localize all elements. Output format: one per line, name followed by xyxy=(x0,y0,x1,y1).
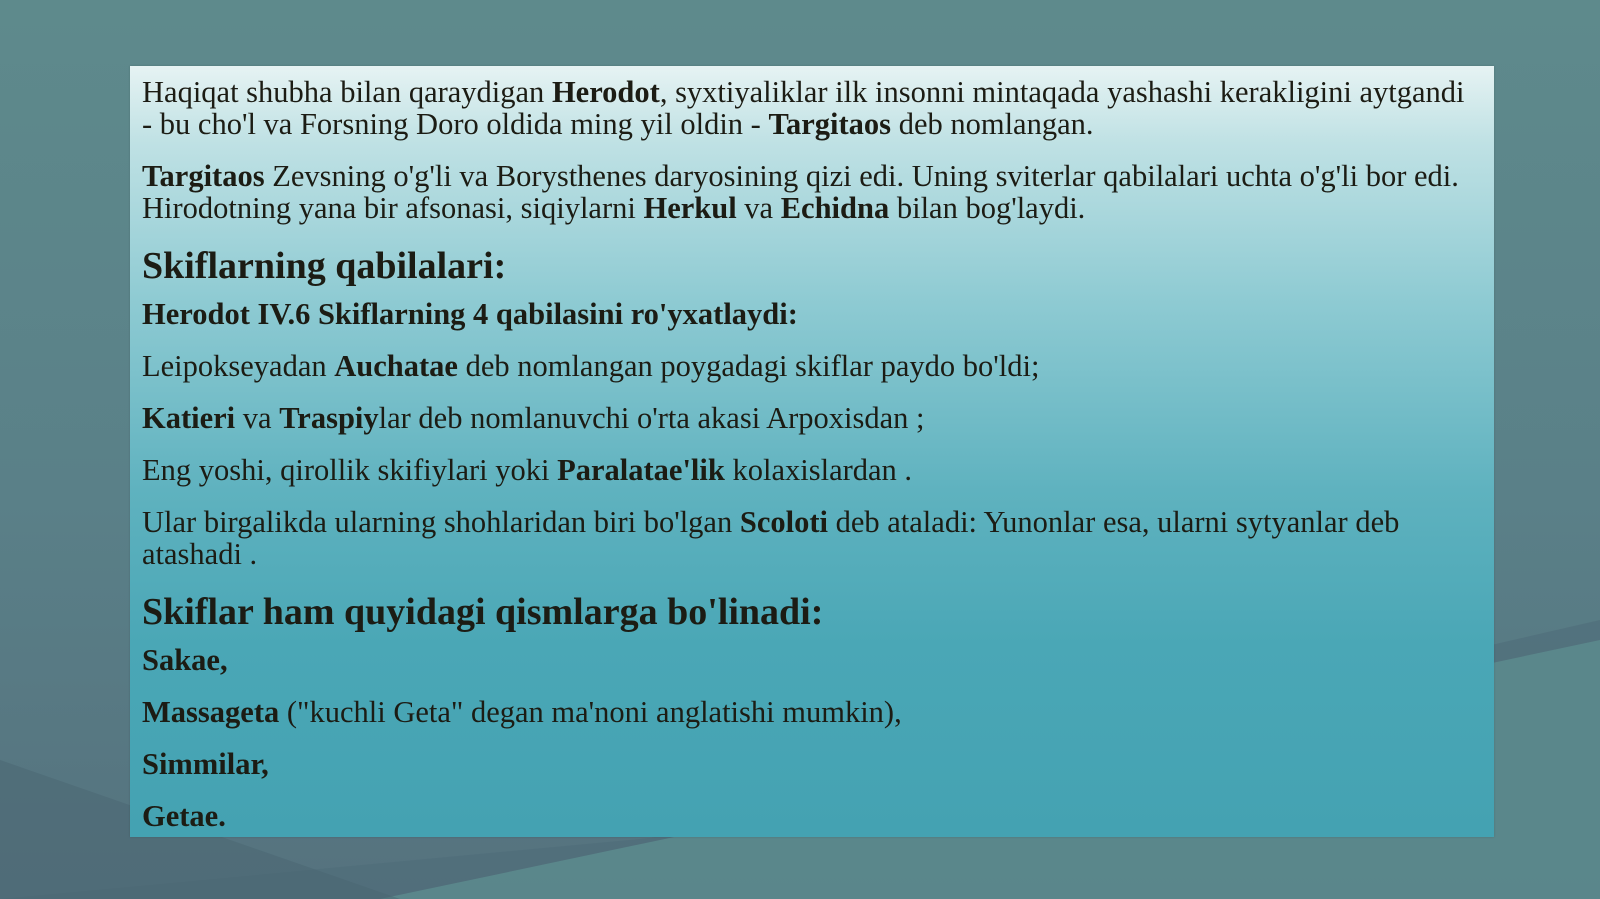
list-item-sakae: Sakae, xyxy=(142,643,228,677)
bold-term: Targitaos xyxy=(142,159,265,193)
text-run: Ular birgalikda ularning shohlaridan biri bo'lgan xyxy=(142,505,740,539)
paragraph-herodot xyxy=(142,76,1482,140)
text-run: Eng yoshi, qirollik skifiylari yoki xyxy=(142,453,558,487)
bold-term: Paralatae'lik xyxy=(557,453,725,487)
list-item-getae: Getae. xyxy=(142,799,226,833)
text-run: Zevsning o'g'li va Borysthenes daryosining qizi edi. Uning sviterlar qabilalari uchta o'g'li bor edi. Hirodotning yana bir afsonasi, siqiylarni xyxy=(142,159,1459,225)
list-item-massageta xyxy=(142,696,1482,728)
text-run: , syxtiyaliklar ilk insonni mintaqada yashashi kerakligini aytgandi - bu cho'l va Forsning Doro oldida ming yil oldin - xyxy=(142,75,1465,141)
bold-term: Traspiy xyxy=(279,401,379,435)
text-run: deb nomlangan. xyxy=(891,107,1094,141)
text-run: kolaxislardan . xyxy=(724,453,913,487)
bold-term: Auchatae xyxy=(334,349,458,383)
bold-term: Herkul xyxy=(643,191,737,225)
bold-term: Herodot xyxy=(551,75,660,109)
text-run: bilan bog'laydi. xyxy=(889,191,1086,225)
paragraph-scoloti xyxy=(142,506,1482,570)
bold-term: Katieri xyxy=(142,401,236,435)
text-run: Haqiqat shubha bilan qaraydigan xyxy=(142,75,552,109)
bold-term: Scoloti xyxy=(739,505,828,539)
text-run: ("kuchli Geta" degan ma'noni anglatishi mumkin), xyxy=(279,695,902,729)
bold-term: Massageta xyxy=(142,695,280,729)
text-run: deb nomlangan poygadagi skiflar paydo bo'ldi; xyxy=(457,349,1040,383)
text-run: lar deb nomlanuvchi o'rta akasi Arpoxisdan ; xyxy=(378,401,925,435)
text-run: va xyxy=(736,191,781,225)
text-run: Leipokseyadan xyxy=(142,349,335,383)
paragraph-katieri xyxy=(142,402,1482,434)
subheading-herodot-list: Herodot IV.6 Skiflarning 4 qabilasini ro'yxatlaydi: xyxy=(142,297,798,331)
bold-term: Echidna xyxy=(780,191,890,225)
slide-content xyxy=(142,76,1482,832)
paragraph-auchatae xyxy=(142,350,1482,382)
paragraph-paralatae xyxy=(142,454,1482,486)
paragraph-targitaos xyxy=(142,160,1482,224)
text-run: deb ataladi: Yunonlar esa, ularni sytyanlar deb atashadi . xyxy=(142,505,1400,571)
heading-tribes: Skiflarning qabilalari: xyxy=(142,245,507,287)
heading-divisions: Skiflar ham quyidagi qismlarga bo'linadi: xyxy=(142,591,824,633)
text-run: va xyxy=(235,401,280,435)
bold-term: Targitaos xyxy=(768,107,892,141)
list-item-simmilar: Simmilar, xyxy=(142,747,269,781)
